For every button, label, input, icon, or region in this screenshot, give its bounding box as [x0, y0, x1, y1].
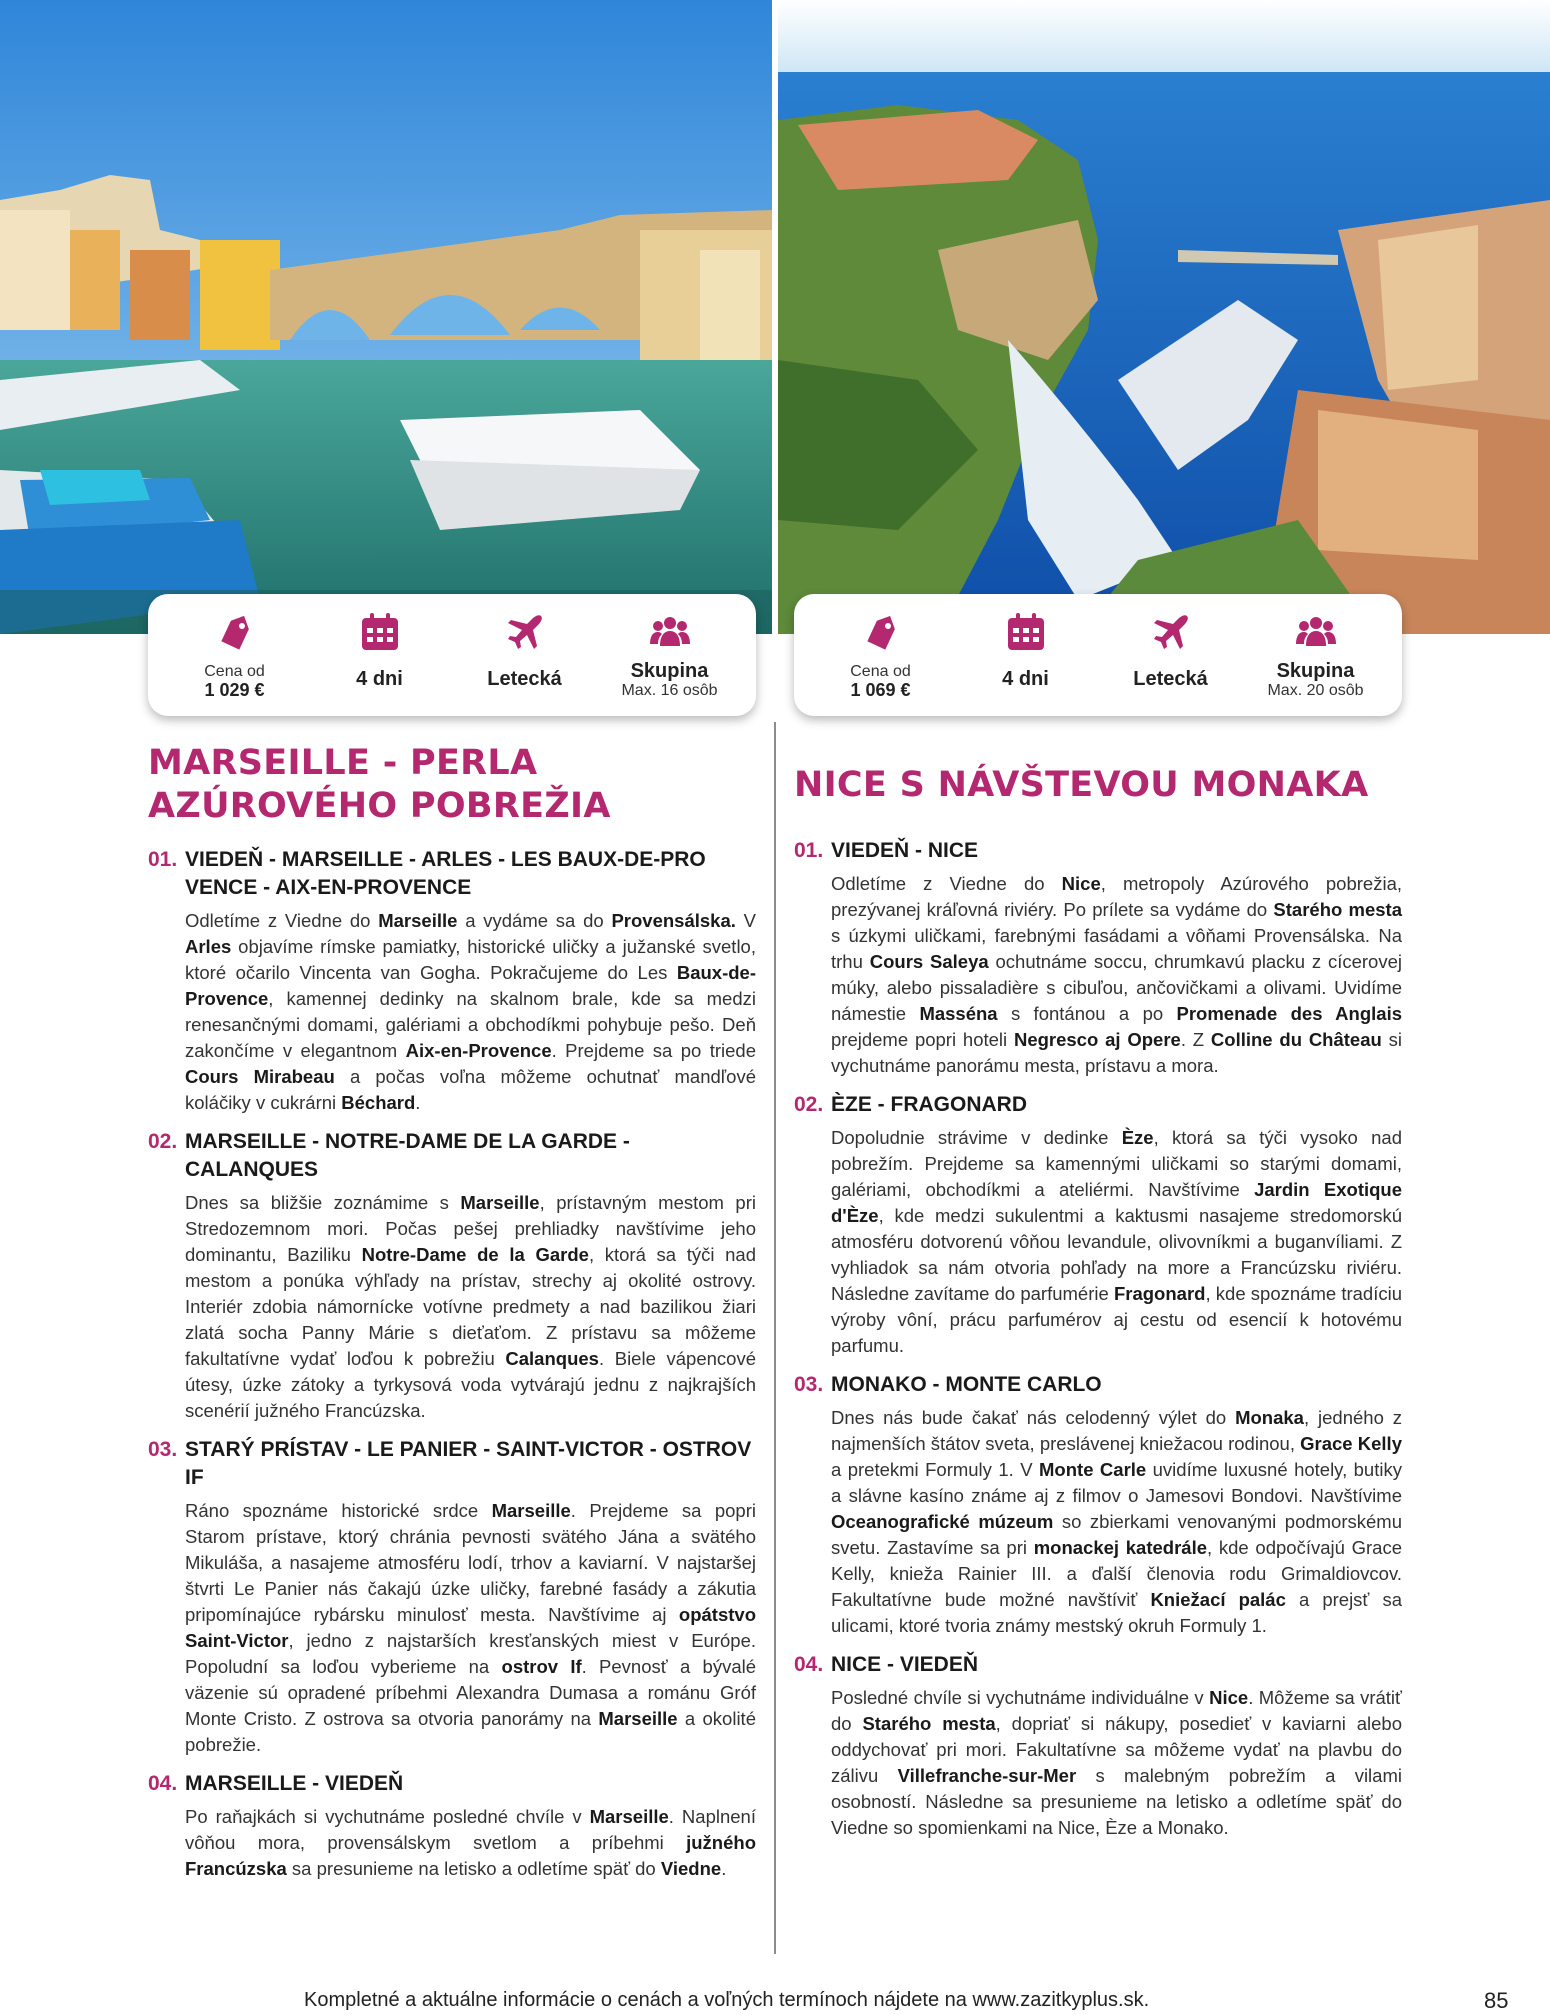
group-label: Skupina	[630, 660, 709, 682]
price-value: 1 029 €	[204, 680, 265, 700]
page-number: 85	[1484, 1988, 1509, 2013]
day-number: 02.	[794, 1093, 824, 1116]
trip-info-card-marseille	[148, 594, 756, 716]
itinerary-day	[794, 1091, 1402, 1359]
day-number: 03.	[794, 1373, 824, 1396]
day-description: Dnes sa bližšie zoznámime s Marseille, prístavným mestom pri Stredozemnom mori. Počas pešej prehliadky navštívime jeho dominantu, Baziliku Notre-Dame de la Garde, ktorá sa týči nad mestom a ponúka výhľady na prístav, strechy aj okolité ostrovy. Interiér zdobia námornícke votívne predmety a nad bazilikou žiari zlatá socha Panny Márie s dieťaťom. Z prístavu sa môžeme fakultatívne vydať loďou k pobrežiu Calanques. Biele vápencové útesy, úzke zátoky a tyrkysová voda vytvárajú jednu z najkrajších scenérií južného Francúzska.	[185, 1192, 757, 1421]
trip-title: MARSEILLE - PERLA AZÚROVÉHO POBREŽIA	[148, 743, 611, 826]
day-number: 02.	[148, 1130, 178, 1153]
calendar-icon	[360, 608, 400, 656]
price-tag-icon	[861, 608, 901, 656]
trip-info-card-nice	[794, 594, 1402, 716]
itinerary-day	[148, 1436, 756, 1758]
transport-info	[452, 608, 597, 702]
day-title: MARSEILLE - NOTRE-DAME DE LA GARDE - CALANQUES	[185, 1130, 630, 1181]
itinerary-day	[148, 846, 756, 1116]
group-info	[1243, 608, 1388, 702]
footer-note: Kompletné a aktuálne informácie o cenách a voľných termínoch nájdete na www.zazitkyplus.sk.	[304, 1989, 1150, 2011]
column-divider	[774, 722, 776, 1954]
price-info	[808, 608, 953, 702]
day-description: Odletíme z Viedne do Marseille a vydáme sa do Provensálska. V Arles objavíme rímske pamiatky, historické uličky a južanské svetlo, ktoré očarilo Vincenta van Gogha. Pokračujeme do Les Baux-de-Provence, kamennej dedinky na skalnom brale, kde sa medzi renesančnými domami, galériami a obchodíkmi pohybuje pešo. Deň zakončíme v elegantnom Aix-en-Provence. Prejdeme sa po triede Cours Mirabeau a počas voľna môžeme ochutnať mandľové koláčiky v cukrárni Béchard.	[185, 910, 756, 1113]
group-max: Max. 20 osôb	[1267, 682, 1364, 699]
price-info	[162, 608, 307, 702]
day-title: STARÝ PRÍSTAV - LE PANIER - SAINT-VICTOR - OSTROV IF	[185, 1438, 752, 1489]
group-icon	[1296, 608, 1336, 656]
price-value: 1 069 €	[850, 680, 911, 700]
itinerary-day	[794, 837, 1402, 1079]
day-title: MONAKO - MONTE CARLO	[831, 1373, 1102, 1396]
group-info	[597, 608, 742, 702]
marseille-harbor-photo	[0, 0, 772, 634]
monaco-coast-photo	[778, 0, 1550, 634]
transport-info	[1098, 608, 1243, 702]
price-label: Cena od	[850, 663, 911, 680]
day-description: Ráno spoznáme historické srdce Marseille. Prejdeme sa popri Starom prístave, ktorý chránia pevnosti svätého Jána a svätého Mikuláša, a nasajeme atmosféru lodí, trhov a kaviarní. V najstaršej štvrti Le Panier nás čakajú úzke uličky, farebné fasády a zákutia pripomínajúce rybársku minulosť mesta. Navštívime aj opátstvo Saint-Victor, jedno z najstarších kresťanských miest v Európe. Popoludní sa loďou vyberieme na ostrov If. Pevnosť a bývalé väzenie sú opradené príbehmi Alexandra Dumasa a románu Gróf Monte Cristo. Z ostrova sa otvoria panorámy na Marseille a okolité pobrežie.	[185, 1500, 757, 1755]
day-title: NICE - VIEDEŇ	[831, 1653, 979, 1676]
day-number: 03.	[148, 1438, 178, 1461]
day-description: Posledné chvíle si vychutnáme individuálne v Nice. Môžeme sa vrátiť do Starého mesta, dopriať si nákupy, posedieť v kaviarni alebo oddychovať pri mori. Fakultatívne sa môžeme vydať na plavbu do zálivu Villefranche-sur-Mer s malebným pobrežím a vilami osobností. Následne sa presunieme na letisko a odletíme späť do Viedne so spomienkami na Nice, Èze a Monako.	[831, 1687, 1402, 1838]
calendar-icon	[1006, 608, 1046, 656]
duration-value: 4 dni	[356, 668, 403, 690]
duration-info	[307, 608, 452, 702]
day-number: 04.	[148, 1772, 178, 1795]
itinerary-day	[794, 1651, 1402, 1841]
itinerary-day	[148, 1770, 756, 1882]
day-description: Po raňajkách si vychutnáme posledné chvíle v Marseille. Naplnení vôňou mora, provensálskym svetlom a príbehmi južného Francúzska sa presunieme na letisko a odletíme späť do Viedne.	[185, 1806, 756, 1879]
day-number: 01.	[794, 839, 824, 862]
airplane-icon	[505, 608, 545, 656]
marseille-itinerary	[148, 742, 756, 1894]
day-number: 01.	[148, 848, 178, 871]
day-description: Dnes nás bude čakať nás celodenný výlet do Monaka, jedného z najmenších štátov sveta, preslávenej kniežacou rodinou, Grace Kelly a pretekmi Formuly 1. V Monte Carle uvidíme luxusné hotely, butiky a slávne kasíno známe aj z filmov o Jamesovi Bondovi. Navštívime Oceanografické múzeum so zbierkami venovanými podmorskému svetu. Zastavíme sa pri monackej katedrále, kde odpočívajú Grace Kelly, knieža Rainier III. a ďalší členovia rodu Grimaldiovcov. Fakultatívne bude možné navštíviť Kniežací palác a prejsť sa ulicami, ktoré tvoria známy mestský okruh Formuly 1.	[831, 1407, 1403, 1636]
day-title: VIEDEŇ - MARSEILLE - ARLES - LES BAUX-DE-PRO VENCE - AIX-EN-PROVENCE	[185, 848, 706, 899]
airplane-icon	[1151, 608, 1191, 656]
day-number: 04.	[794, 1653, 824, 1676]
itinerary-day	[794, 1371, 1402, 1639]
duration-info	[953, 608, 1098, 702]
group-max: Max. 16 osôb	[621, 682, 718, 699]
group-label: Skupina	[1276, 660, 1355, 682]
itinerary-day	[148, 1128, 756, 1424]
transport-value: Letecká	[487, 668, 562, 690]
day-title: ÈZE - FRAGONARD	[831, 1093, 1027, 1116]
price-label: Cena od	[204, 663, 265, 680]
duration-value: 4 dni	[1002, 668, 1049, 690]
day-title: VIEDEŇ - NICE	[831, 839, 979, 862]
group-icon	[650, 608, 690, 656]
price-tag-icon	[215, 608, 255, 656]
transport-value: Letecká	[1133, 668, 1208, 690]
day-description: Dopoludnie strávime v dedinke Èze, ktorá sa týči vysoko nad pobrežím. Prejdeme sa kamennými uličkami so starými domami, galériami, obchodíkmi a ateliérmi. Navštívime Jardin Exotique d'Èze, kde medzi sukulentmi a kaktusmi nasajeme stredomorskú atmosféru dotvorenú vôňou levandule, olivovníkmi a buganvíliami. Z vyhliadok sa nám otvoria pohľady na more a Francúzsku riviéru. Následne zavítame do parfumérie Fragonard, kde spoznáme tradíciu výroby vôní, prácu parfumérov aj cestu od esencií k hotovému parfumu.	[831, 1127, 1403, 1356]
day-title: MARSEILLE - VIEDEŇ	[185, 1772, 404, 1795]
nice-itinerary	[794, 742, 1402, 1853]
day-description: Odletíme z Viedne do Nice, metropoly Azúrového pobrežia, prezývanej kráľovná riviéry. Po prílete sa vydáme do Starého mesta s úzkymi uličkami, farebnými fasádami a vôňami Provensálska. Na trhu Cours Saleya ochutnáme soccu, chrumkavú placku z cícerovej múky, alebo pissaladière s cibuľou, ančovičkami a olivami. Uvidíme námestie Masséna s fontánou a po Promenade des Anglais prejdeme popri hoteli Negresco aj Opere. Z Colline du Château si vychutnáme panorámu mesta, prístavu a mora.	[831, 873, 1402, 1076]
trip-title: NICE S NÁVŠTEVOU MONAKA	[794, 765, 1369, 805]
